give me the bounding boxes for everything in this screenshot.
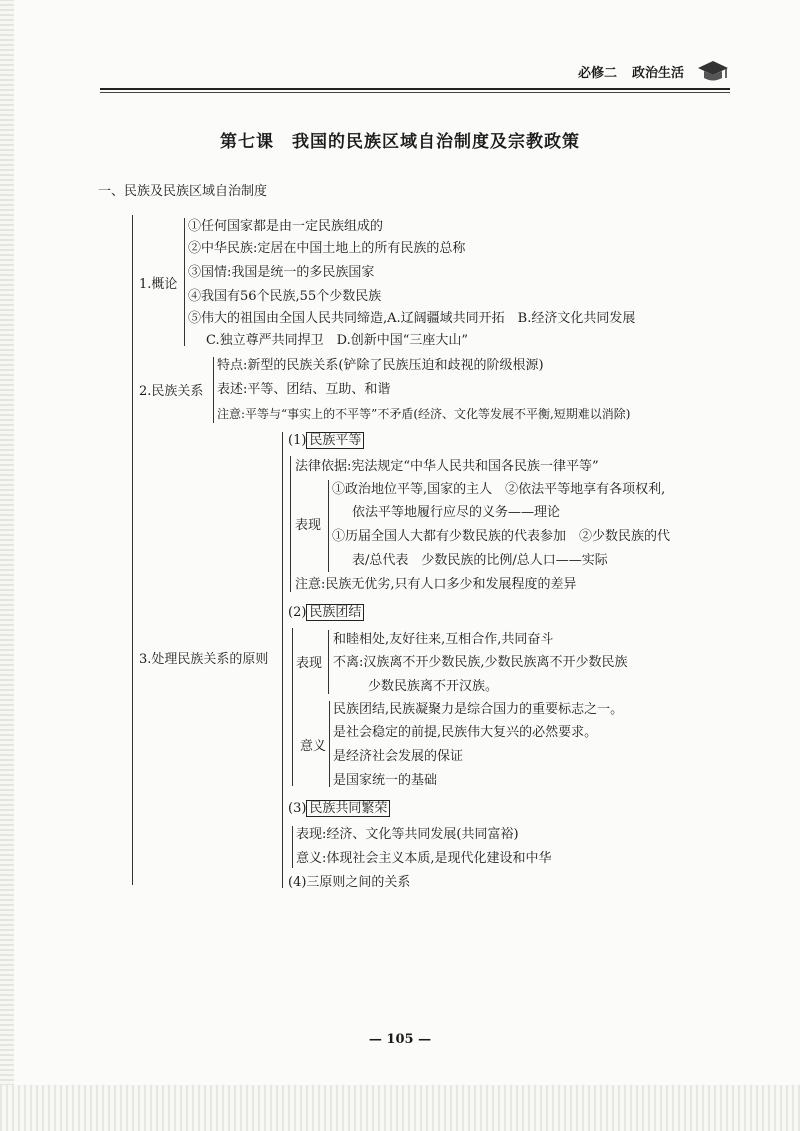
p1-expr-line: ①历届全国人大都有少数民族的代表参加 ②少数民族的代 — [332, 529, 671, 544]
concept-item: ④我国有56个民族,55个少数民族 — [188, 289, 382, 304]
p3-mean: 意义:体现社会主义本质,是现代化建设和中华 — [296, 851, 552, 866]
p2-expr-brace — [328, 630, 329, 694]
header-rule-thin — [100, 92, 730, 93]
concept-brace — [184, 218, 185, 346]
principles-label: 3.处理民族关系的原则 — [139, 652, 269, 667]
p3-brace — [292, 826, 293, 868]
p2-brace — [292, 628, 293, 786]
scan-edge-bottom — [0, 1085, 800, 1131]
concept-item: ②中华民族:定居在中国土地上的所有民族的总称 — [188, 241, 466, 256]
relation-label: 2.民族关系 — [139, 384, 204, 399]
concept-item: ⑤伟大的祖国由全国人民共同缔造,A.辽阔疆域共同开拓 B.经济文化共同发展 — [188, 311, 636, 326]
header-book: 必修二 — [578, 66, 618, 81]
p2-mean-label: 意义 — [300, 739, 327, 754]
p1-expr-label: 表现 — [295, 518, 322, 533]
p1-note: 注意:民族无优劣,只有人口多少和发展程度的差异 — [295, 577, 577, 592]
concept-item: ①任何国家都是由一定民族组成的 — [188, 219, 384, 234]
section-heading: 一、民族及民族区域自治制度 — [98, 184, 268, 199]
p1-title: 民族平等 — [306, 432, 364, 449]
relation-item: 特点:新型的民族关系(铲除了民族压迫和歧视的阶级根源) — [217, 358, 544, 373]
concept-item: ③国情:我国是统一的多民族国家 — [188, 265, 375, 280]
graduation-cap-icon — [696, 58, 730, 84]
p2-mean-line: 民族团结,民族凝聚力是综合国力的重要标志之一。 — [333, 702, 624, 717]
p1-expr-brace — [328, 480, 329, 572]
p2-mean-line: 是经济社会发展的保证 — [333, 749, 464, 764]
concept-item: C.独立尊严共同捍卫 D.创新中国“三座大山” — [206, 333, 468, 348]
lesson-title: 第七课 我国的民族区域自治制度及宗教政策 — [220, 132, 580, 152]
main-brace — [132, 215, 133, 885]
p2-mean-line: 是国家统一的基础 — [333, 773, 438, 788]
p2-expr-label: 表现 — [296, 656, 323, 671]
header-subject: 政治生活 — [632, 66, 685, 81]
scan-edge-left — [0, 0, 14, 1131]
relation-item: 表述:平等、团结、互助、和谐 — [217, 382, 391, 397]
p3-title: 民族共同繁荣 — [306, 800, 390, 817]
p2-expr-line: 少数民族离不开汉族。 — [368, 679, 499, 694]
p1-expr-line: 依法平等地履行应尽的义务——理论 — [352, 505, 561, 520]
relation-brace — [213, 357, 214, 423]
p2-expr-line: 和睦相处,友好往来,互相合作,共同奋斗 — [333, 632, 554, 647]
p3-expr: 表现:经济、文化等共同发展(共同富裕) — [296, 827, 519, 842]
principles-brace — [282, 432, 283, 888]
p1-expr-line: ①政治地位平等,国家的主人 ②依法平等地享有各项权利, — [332, 482, 666, 497]
p1-brace — [290, 456, 291, 592]
p2-expr-line: 不离:汉族离不开少数民族,少数民族离不开少数民族 — [333, 655, 628, 670]
p1-legal: 法律依据:宪法规定“中华人民共和国各民族一律平等” — [295, 459, 599, 474]
p2-title: 民族团结 — [306, 604, 364, 621]
header-rule — [100, 88, 730, 90]
p1-expr-line: 表/总代表 少数民族的比例/总人口——实际 — [352, 553, 608, 568]
p3-num: (3) — [288, 801, 307, 816]
p1-num: (1) — [288, 433, 307, 448]
p2-mean-brace — [329, 701, 330, 787]
relation-item: 注意:平等与“事实上的不平等”不矛盾(经济、文化等发展不平衡,短期难以消除) — [217, 407, 631, 421]
p4-item: (4)三原则之间的关系 — [288, 875, 411, 890]
p2-num: (2) — [288, 605, 307, 620]
concept-label: 1.概论 — [139, 277, 178, 292]
p2-mean-line: 是社会稳定的前提,民族伟大复兴的必然要求。 — [333, 725, 598, 740]
page-number: — 105 — — [368, 1032, 432, 1047]
